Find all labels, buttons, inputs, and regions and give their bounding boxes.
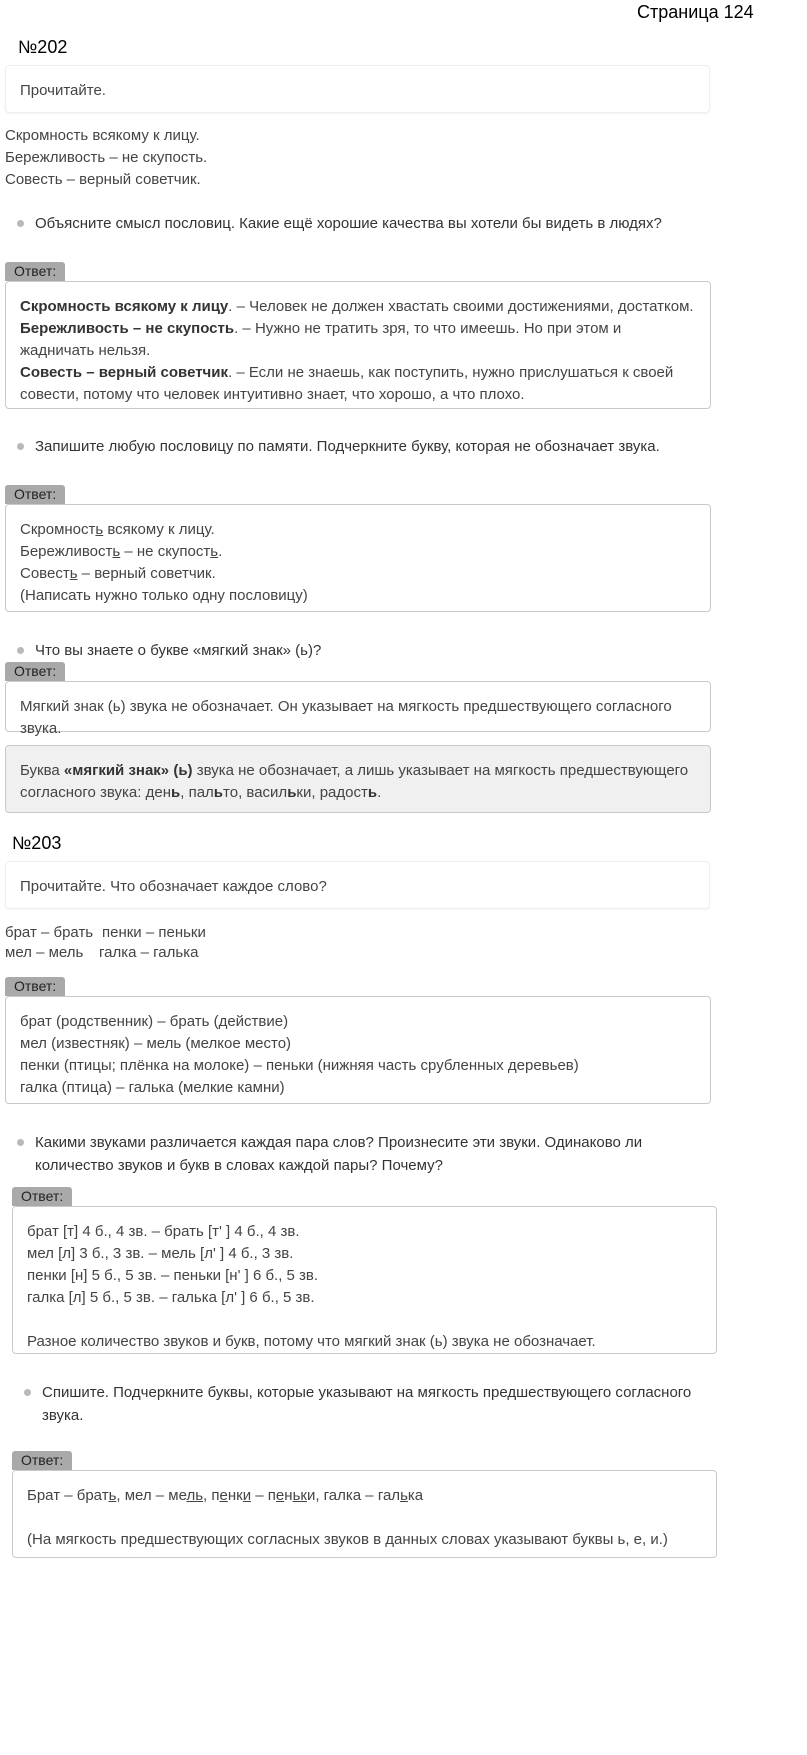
answer-bold: Бережливость – не скупость	[20, 320, 235, 337]
answer-line: Мягкий знак (ь) звука не обозначает. Он указывает на мягкость предшествующего согласного звука.	[20, 698, 672, 737]
answer-line: Бережливость – не скупость. – Нужно не тратить зря, то что имеешь. Но при этом и жадничать нельзя.	[20, 320, 622, 359]
answer-box	[12, 1470, 717, 1558]
answer-box	[5, 681, 711, 737]
proverb-line: Бережливость – не скупость.	[5, 149, 208, 166]
page-number: Страница 124	[637, 2, 754, 22]
question-bullet	[5, 1131, 710, 1177]
answer-line: Скромность всякому к лицу. – Человек не должен хвастать своими достижениями, достатком.	[20, 298, 694, 315]
question-bullet	[5, 435, 705, 458]
answer-bold: Совесть – верный советчик	[20, 364, 228, 381]
proverb-line: Совесть – верный советчик.	[5, 171, 201, 188]
answer-line: галка (птица) – галька (мелкие камни)	[20, 1079, 285, 1096]
question-text: количество звуков и букв в словах каждой пары? Почему?	[35, 1157, 443, 1174]
answer-tab: Ответ:	[12, 1187, 72, 1206]
word-pair: брат – брать	[5, 924, 94, 941]
note-text: Буква «мягкий знак» (ь) звука не обозначает, а лишь указывает на мягкость предшествующего согласного звука: день, пальто, васильки, радость.	[20, 762, 689, 801]
answer-line: галка [л] 5 б., 5 зв. – галька [л' ] 6 б., 5 зв.	[27, 1289, 315, 1306]
task-text: Прочитайте.	[20, 82, 106, 99]
proverbs-list	[5, 125, 207, 191]
exercise-number-202: №202	[18, 37, 68, 57]
answer-line: Скромность всякому к лицу.	[20, 521, 215, 538]
answer-line: мел [л] 3 б., 3 зв. – мель [л' ] 4 б., 3 зв.	[27, 1245, 294, 1262]
answer-line: Совесть – верный советчик.	[20, 565, 216, 582]
answer-line: пенки [н] 5 б., 5 зв. – пеньки [н' ] 6 б., 5 зв.	[27, 1267, 319, 1284]
answer-line: брат [т] 4 б., 4 зв. – брать [т' ] 4 б., 4 зв.	[27, 1223, 300, 1240]
answer-box	[5, 996, 711, 1104]
answer-box	[5, 281, 711, 409]
question-text: звука.	[42, 1407, 84, 1424]
question-bullet	[5, 212, 705, 235]
answer-line: (На мягкость предшествующих согласных звуков в данных словах указывают буквы ь, е, и.)	[27, 1531, 668, 1548]
answer-line: брат (родственник) – брать (действие)	[20, 1013, 289, 1030]
info-note-box	[5, 745, 711, 813]
word-pairs-row	[99, 942, 198, 964]
word-pair: пенки – пеньки	[102, 924, 206, 941]
question-text: Что вы знаете о букве «мягкий знак» (ь)?	[35, 642, 322, 659]
answer-box	[12, 1206, 717, 1354]
word-pair: мел – мель	[5, 944, 84, 961]
answer-line: Разное количество звуков и букв, потому что мягкий знак (ь) звука не обозначает.	[27, 1333, 596, 1350]
word-pairs-row	[102, 922, 206, 944]
word-pairs-row	[5, 942, 83, 964]
question-bullet	[12, 1381, 717, 1427]
answer-tab: Ответ:	[12, 1451, 72, 1470]
word-pairs-row	[5, 922, 93, 944]
answer-line: мел (известняк) – мель (мелкое место)	[20, 1035, 292, 1052]
answer-line: Совесть – верный советчик. – Если не знаешь, как поступить, нужно прислушаться к своей совести, потому что человек интуитивно знает, что хорошо, а что плохо.	[20, 364, 674, 403]
answer-line: Бережливость – не скупость.	[20, 543, 223, 560]
answer-line: (Написать нужно только одну пословицу)	[20, 587, 308, 604]
answer-line: Брат – брать, мел – мель, пенки – пеньки, галка – галька	[27, 1487, 424, 1504]
answer-box	[5, 504, 711, 612]
word-pair: галка – галька	[99, 944, 199, 961]
answer-line: пенки (птицы; плёнка на молоке) – пеньки (нижняя часть срубленных деревьев)	[20, 1057, 579, 1074]
task-box-203	[5, 861, 710, 909]
question-bullet	[5, 639, 705, 662]
question-text: Объясните смысл пословиц. Какие ещё хорошие качества вы хотели бы видеть в людях?	[35, 215, 662, 232]
exercise-number-203: №203	[12, 833, 62, 853]
task-box-202	[5, 65, 710, 113]
answer-tab: Ответ:	[5, 262, 65, 281]
question-text: Запишите любую пословицу по памяти. Подчеркните букву, которая не обозначает звука.	[35, 438, 660, 455]
answer-tab: Ответ:	[5, 977, 65, 996]
answer-tab: Ответ:	[5, 662, 65, 681]
question-text: Какими звуками различается каждая пара слов? Произнесите эти звуки. Одинаково ли	[35, 1134, 643, 1151]
task-text: Прочитайте. Что обозначает каждое слово?	[20, 878, 327, 895]
question-text: Спишите. Подчеркните буквы, которые указывают на мягкость предшествующего согласного	[42, 1384, 692, 1401]
answer-bold: Скромность всякому к лицу	[20, 298, 229, 315]
proverb-line: Скромность всякому к лицу.	[5, 127, 200, 144]
answer-tab: Ответ:	[5, 485, 65, 504]
